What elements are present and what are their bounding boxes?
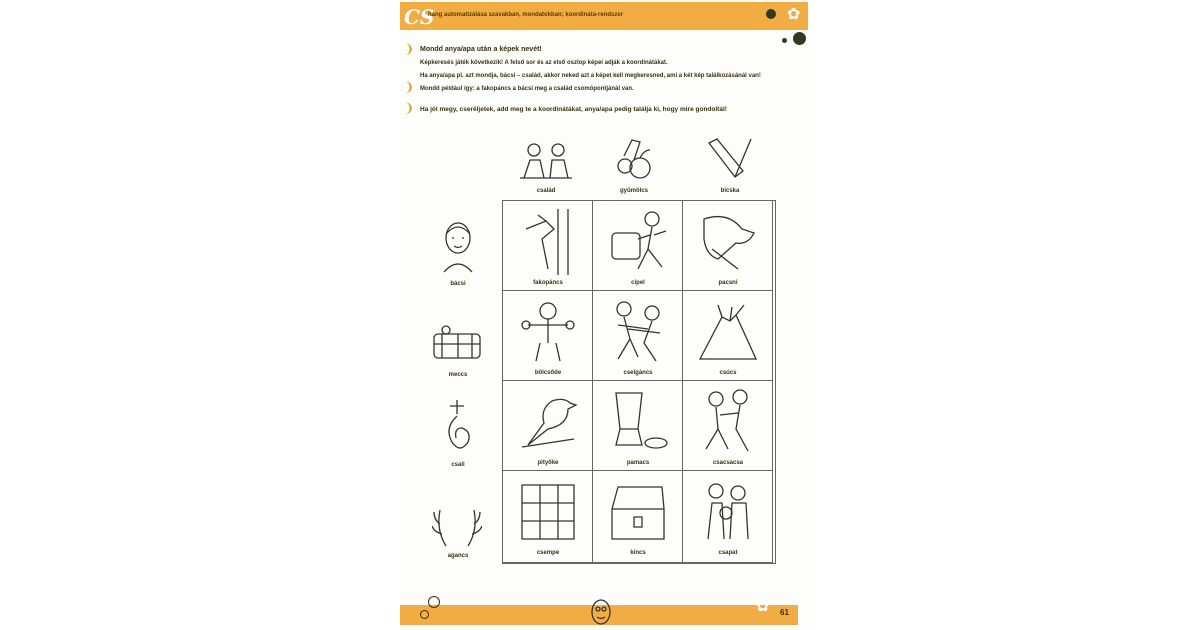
instruction-line: Ha anya/apa pl. azt mondja, bácsi – család, akkor neked azt a képet kell megkeresned, ami a két kép találkozásánál van! xyxy=(420,73,761,79)
cell-label: bölcsőde xyxy=(534,370,562,376)
column-label: gyümölcs xyxy=(619,188,648,194)
pocketknife-picture xyxy=(705,135,757,183)
grid-cell[interactable] xyxy=(683,201,773,291)
cell-label: csacsacsa xyxy=(712,460,744,466)
cell-label: pamacs xyxy=(626,460,650,466)
page-number: 61 xyxy=(780,608,789,617)
grid-cell[interactable] xyxy=(503,471,593,563)
row-label: csali xyxy=(451,462,465,468)
ear-icon: ❩ xyxy=(404,80,415,94)
decor-dot xyxy=(766,9,776,19)
cell-label: pityőke xyxy=(537,460,559,466)
decor-bubble xyxy=(420,610,429,619)
grid-cell[interactable] xyxy=(683,291,773,381)
fruit-picture xyxy=(610,136,660,184)
header-banner xyxy=(400,2,808,30)
flower-icon: ✿ xyxy=(756,596,770,615)
cell-label: pacsni xyxy=(718,280,738,286)
decor-dot xyxy=(793,32,806,45)
shaving-brush-picture xyxy=(608,389,668,455)
cell-label: fakopáncs xyxy=(533,280,563,286)
decor-bubble xyxy=(428,596,440,608)
instruction-line: Ha jól megy, cseréljetek, add meg te a koordinátákat, anya/apa pedig találja ki, hogy mire gondoltál! xyxy=(420,106,727,113)
nursery-picture xyxy=(518,299,578,365)
grid-cell[interactable] xyxy=(503,291,593,381)
cell-label: kincs xyxy=(630,550,646,556)
ear-icon: ❩ xyxy=(404,101,415,115)
woodpecker-picture xyxy=(518,209,578,275)
team-picture xyxy=(698,479,758,545)
header-title: hang automatizálása szavakban, mondatokban; koordináta-rendszer xyxy=(428,12,624,18)
antler-picture xyxy=(432,500,482,548)
tiles-picture xyxy=(518,479,578,545)
grid-cell[interactable] xyxy=(683,381,773,471)
section-badge: CS xyxy=(404,5,435,29)
grid-cell[interactable] xyxy=(683,471,773,563)
column-label: bicska xyxy=(720,188,740,194)
row-label: bácsi xyxy=(450,281,466,287)
row-label: meccs xyxy=(448,372,468,378)
carrying-boy-picture xyxy=(608,209,668,275)
ear-icon: ❩ xyxy=(404,42,415,56)
cell-label: cipel xyxy=(631,280,645,286)
grid-cell[interactable] xyxy=(503,381,593,471)
grid-cell[interactable] xyxy=(503,201,593,291)
judo-picture xyxy=(608,299,668,365)
column-label: család xyxy=(536,188,556,194)
cell-label: csempe xyxy=(536,550,560,556)
grid-cell[interactable] xyxy=(593,201,683,291)
mascot-icon xyxy=(588,596,614,626)
peak-picture xyxy=(698,299,758,365)
instruction-line: Mondd anya/apa után a képek nevét! xyxy=(420,46,542,53)
high-five-picture xyxy=(698,209,758,275)
grid-cell[interactable] xyxy=(593,291,683,381)
flower-icon: ✿ xyxy=(787,4,801,23)
family-picture xyxy=(516,138,576,184)
cell-label: csúcs xyxy=(719,370,737,376)
bait-picture xyxy=(438,398,476,456)
decor-dot xyxy=(782,38,787,43)
man-picture xyxy=(438,218,478,274)
treasure-chest-picture xyxy=(608,479,668,545)
grid-cell[interactable] xyxy=(593,471,683,563)
dancing-couple-picture xyxy=(698,389,758,455)
cell-label: cselgáncs xyxy=(623,370,653,376)
instruction-line: Képkeresés játék következik! A felső sor és az első oszlop képei adják a koordinátákat. xyxy=(420,60,668,66)
grid-cell[interactable] xyxy=(593,381,683,471)
bird-picture xyxy=(518,389,578,455)
instruction-line: Mondd például így: a fakopáncs a bácsi meg a család csomópontjánál van. xyxy=(420,86,634,92)
cell-label: csapat xyxy=(718,550,738,556)
coordinate-grid xyxy=(502,200,776,564)
match-picture xyxy=(428,324,486,364)
row-label: agancs xyxy=(447,553,469,559)
